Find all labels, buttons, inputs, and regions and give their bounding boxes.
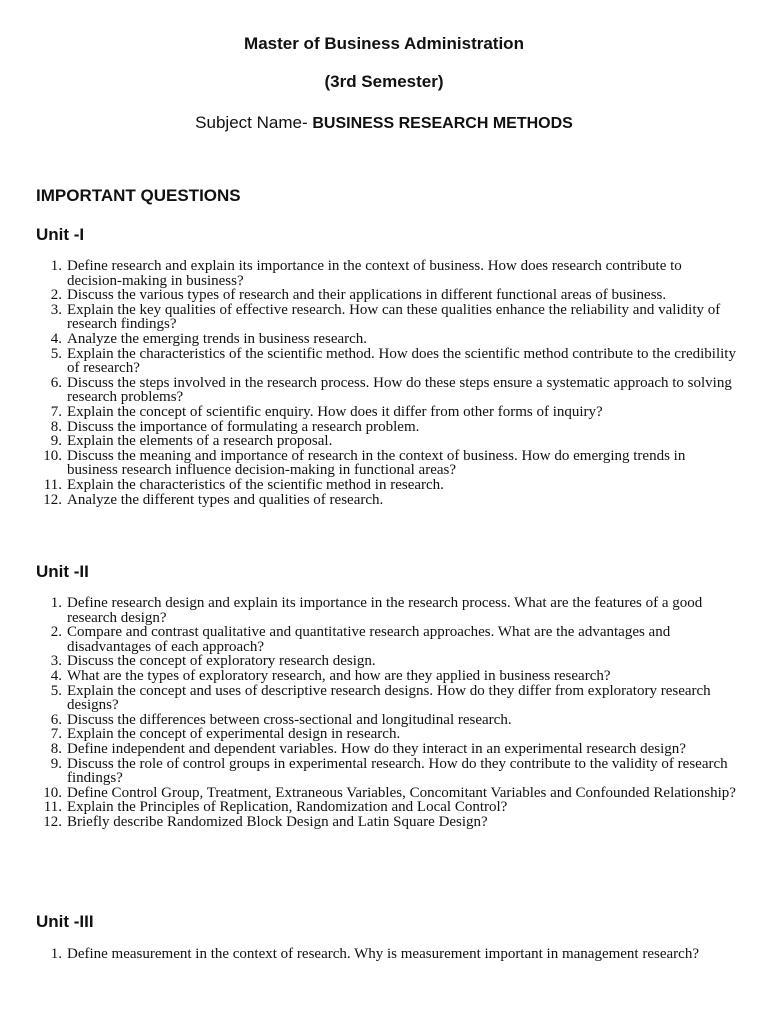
unit-1-question-list: [36, 259, 736, 507]
question-number: 7.: [50, 726, 62, 743]
program-title: Master of Business Administration: [244, 34, 524, 53]
question-text: Explain the characteristics of the scientific method. How does the scientific method contribute to the credibility of research?: [67, 345, 736, 377]
question-text: Analyze the different types and qualities of research.: [67, 491, 384, 508]
question-text: Define research design and explain its importance in the research process. What are the features of a good research design?: [67, 595, 703, 626]
question-text: Explain the elements of a research proposal.: [67, 433, 333, 450]
question-number: 9.: [50, 755, 62, 772]
question-item: [36, 713, 736, 728]
question-number: 2.: [50, 624, 62, 641]
question-text: Briefly describe Randomized Block Design and Latin Square Design?: [67, 813, 488, 830]
question-item: [36, 259, 736, 288]
question-item: [36, 786, 736, 801]
question-number: 11.: [43, 476, 62, 493]
question-text: Analyze the emerging trends in business research.: [67, 330, 368, 347]
question-number: 12.: [43, 491, 62, 508]
question-text: Discuss the meaning and importance of research in the context of business. How do emerging trends in business research influence decision-making in functional areas?: [67, 447, 686, 479]
question-item: [36, 288, 736, 303]
question-item: [36, 478, 736, 493]
question-number: 8.: [50, 418, 62, 435]
question-item: [36, 625, 736, 654]
subject-line: [0, 113, 768, 133]
question-number: 11.: [43, 799, 62, 816]
question-item: [36, 742, 736, 757]
question-item: [36, 493, 736, 508]
question-item: [36, 596, 736, 625]
question-item: [36, 449, 736, 478]
unit-3-title: Unit -III: [36, 912, 94, 931]
question-text: Define Control Group, Treatment, Extraneous Variables, Concomitant Variables and Confounded Relationship?: [67, 784, 736, 801]
question-number: 12.: [43, 813, 62, 830]
question-item: [36, 684, 736, 713]
question-number: 10.: [43, 447, 62, 464]
question-number: 8.: [50, 740, 62, 757]
question-item: [36, 800, 736, 815]
question-number: 3.: [50, 301, 62, 318]
question-number: 1.: [50, 946, 62, 962]
section-title: IMPORTANT QUESTIONS: [36, 186, 241, 205]
question-text: Discuss the differences between cross-sectional and longitudinal research.: [67, 711, 512, 728]
question-text: Discuss the role of control groups in experimental research. How do they contribute to the validity of research findings?: [67, 755, 728, 787]
question-item: [36, 727, 736, 742]
question-text: Define research and explain its importance in the context of business. How does research contribute to decision-making in business?: [67, 258, 682, 289]
question-text: What are the types of exploratory research, and how are they applied in business research?: [67, 667, 611, 684]
question-item: [36, 420, 736, 435]
question-number: 6.: [50, 374, 62, 391]
question-text: Define measurement in the context of research. Why is measurement important in management research?: [67, 946, 699, 962]
question-number: 1.: [50, 595, 62, 611]
subject-label: Subject Name-: [195, 113, 313, 132]
question-text: Define independent and dependent variables. How do they interact in an experimental research design?: [67, 740, 686, 757]
question-item: [36, 654, 736, 669]
question-item: [36, 757, 736, 786]
question-number: 3.: [50, 653, 62, 670]
question-text: Explain the Principles of Replication, Randomization and Local Control?: [67, 799, 508, 816]
question-item: [36, 669, 736, 684]
question-text: Explain the characteristics of the scientific method in research.: [67, 476, 444, 493]
page-bottom-edge: [0, 986, 768, 1024]
unit-2-question-list: [36, 596, 736, 830]
question-number: 7.: [50, 403, 62, 420]
question-text: Discuss the concept of exploratory research design.: [67, 653, 376, 670]
question-number: 4.: [50, 667, 62, 684]
question-number: 2.: [50, 287, 62, 304]
question-item: [36, 405, 736, 420]
question-text: Compare and contrast qualitative and quantitative research approaches. What are the advantages and disadvantages of each approach?: [67, 624, 671, 655]
question-text: Explain the concept of scientific enquiry. How does it differ from other forms of inquiry?: [67, 403, 603, 420]
question-item: [36, 434, 736, 449]
question-number: 9.: [50, 433, 62, 450]
unit-1-title: Unit -I: [36, 225, 85, 244]
question-text: Explain the concept of experimental design in research.: [67, 726, 401, 743]
question-number: 4.: [50, 330, 62, 347]
unit-3-question-list: [36, 947, 736, 962]
question-text: Discuss the importance of formulating a research problem.: [67, 418, 420, 435]
question-item: [36, 947, 736, 962]
question-number: 5.: [50, 345, 62, 362]
subject-value: BUSINESS RESEARCH METHODS: [312, 115, 573, 132]
question-item: [36, 376, 736, 405]
unit-2-title: Unit -II: [36, 562, 89, 581]
semester-title: (3rd Semester): [324, 72, 444, 91]
question-number: 1.: [50, 258, 62, 274]
question-item: [36, 303, 736, 332]
question-text: Discuss the various types of research and their applications in different functional areas of business.: [67, 287, 667, 304]
question-item: [36, 347, 736, 376]
question-number: 6.: [50, 711, 62, 728]
question-text: Explain the concept and uses of descriptive research designs. How do they differ from exploratory research designs?: [67, 682, 711, 714]
question-number: 10.: [43, 784, 62, 801]
question-item: [36, 332, 736, 347]
question-number: 5.: [50, 682, 62, 699]
question-item: [36, 815, 736, 830]
question-text: Explain the key qualities of effective research. How can these qualities enhance the reliability and validity of research findings?: [67, 301, 721, 333]
question-text: Discuss the steps involved in the research process. How do these steps ensure a systematic approach to solving research problems?: [67, 374, 732, 406]
